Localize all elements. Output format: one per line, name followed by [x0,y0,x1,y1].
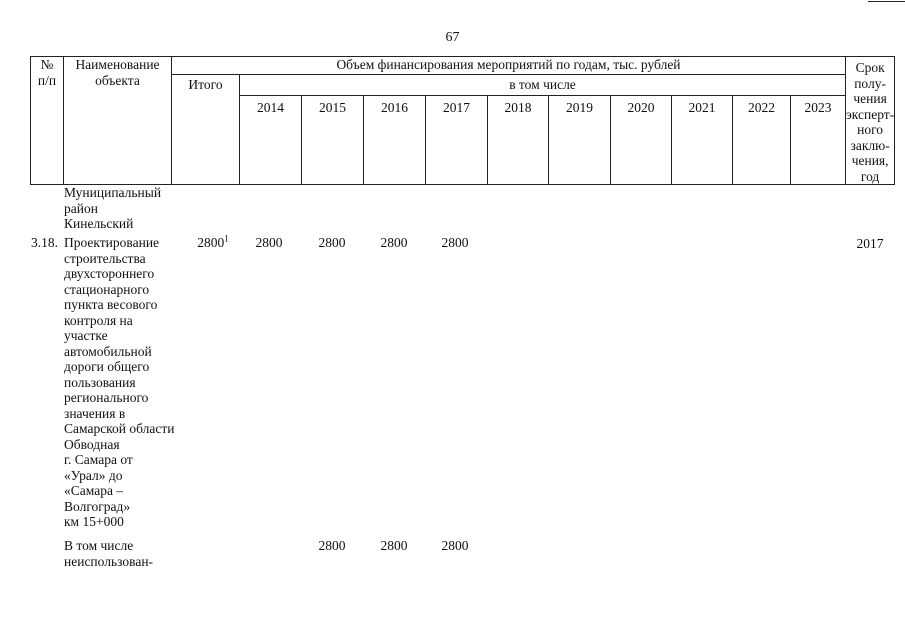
header-object-name: Наименование объекта [64,57,172,185]
header-year-2017: 2017 [426,96,488,185]
header-year-2018: 2018 [488,96,549,185]
page-number: 67 [445,30,460,45]
footnote-mark: 1 [224,233,229,244]
header-number: № п/п [31,57,64,185]
header-financing: Объем финансирования мероприятий по годам, тыс. рублей [172,57,846,75]
subrow-value-2017: 2800 [441,538,469,553]
row-value-2016: 2800 [380,235,408,250]
header-year-2014: 2014 [240,96,302,185]
row-deadline: 2017 [856,236,884,251]
financing-table-header [30,56,895,185]
row-value-2017: 2800 [441,235,469,250]
header-year-2023: 2023 [791,96,846,185]
row-total [183,235,243,251]
header-year-2015: 2015 [302,96,364,185]
section-title: Муниципальный район Кинельский [64,185,162,231]
row-total-value: 2800 [197,235,225,250]
row-object-name: Проектирование строительства двухстороннего стационарного пункта весового контроля на участке автомобильной дороги общего пользования регионального значения в Самарской области Обводная г. Самара от «Урал» до «Самара – Волгоград» км 15+000 [64,235,175,529]
header-year-2016: 2016 [364,96,426,185]
header-year-2020: 2020 [611,96,672,185]
header-year-2022: 2022 [733,96,791,185]
header-including: в том числе [240,75,846,96]
subrow-value-2015: 2800 [318,538,346,553]
row-value-2014: 2800 [255,235,283,250]
subrow-value-2016: 2800 [380,538,408,553]
top-rule [868,1,905,2]
header-year-2019: 2019 [549,96,611,185]
row-number: 3.18. [31,235,58,250]
subrow-name: В том числе неиспользован- [64,538,154,569]
header-total: Итого [172,75,240,185]
header-deadline: Срок полу- чения эксперт- ного заклю- чения, год [846,57,895,185]
row-value-2015: 2800 [318,235,346,250]
header-year-2021: 2021 [672,96,733,185]
